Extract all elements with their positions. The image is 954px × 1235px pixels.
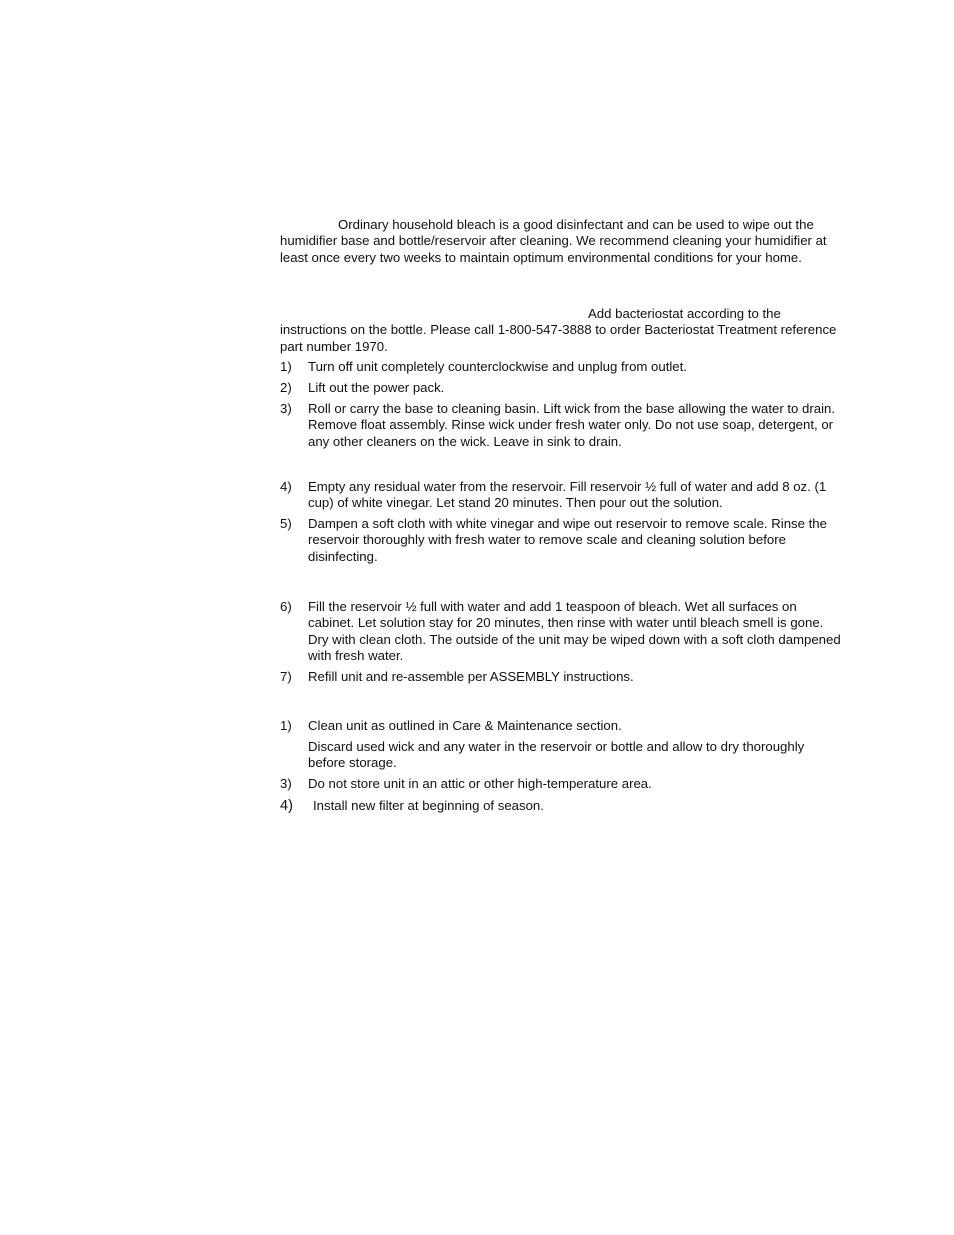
step-text: Roll or carry the base to cleaning basin. Lift wick from the base allowing the water to drain. Remove float assembly. Rinse wick under fresh water only. Do not use soap, detergent, or any other cleaners on the wick. Leave in sink to drain. xyxy=(308,401,836,449)
care-step-3 xyxy=(280,401,845,450)
step-number: 3) xyxy=(280,776,292,791)
step-number: 1) xyxy=(280,718,292,733)
step-text: Fill the reservoir ½ full with water and add 1 teaspoon of bleach. Wet all surfaces on cabinet. Let solution stay for 20 minutes, then rinse with water until bleach smell is gone. Dry with clean cloth. The outside of the unit may be wiped down with a soft cloth dampened with fresh water. xyxy=(308,599,841,664)
care-step-7 xyxy=(280,669,845,685)
step-number: 3) xyxy=(280,401,292,416)
step-number: 4) xyxy=(280,798,293,814)
care-step-1 xyxy=(280,359,845,375)
care-step-6 xyxy=(280,599,845,665)
bacteriostat-paragraph: Add bacteriostat according to the instructions on the bottle. Please call 1-800-547-3888 to order Bacteriostat Treatment reference part number 1970. xyxy=(280,306,837,354)
storage-step-1 xyxy=(280,718,845,734)
step-text: Dampen a soft cloth with white vinegar and wipe out reservoir to remove scale. Rinse the reservoir thoroughly with fresh water to remove scale and cleaning solution before disinfecting. xyxy=(308,516,827,564)
step-text: Do not store unit in an attic or other high-temperature area. xyxy=(308,776,652,791)
step-text: Turn off unit completely counterclockwise and unplug from outlet. xyxy=(308,359,687,374)
step-number: 7) xyxy=(280,669,292,684)
step-number: 5) xyxy=(280,516,292,531)
step-number: 1) xyxy=(280,359,292,374)
care-step-2 xyxy=(280,380,845,396)
step-text: Install new filter at beginning of season. xyxy=(313,798,544,813)
step-text: Discard used wick and any water in the reservoir or bottle and allow to dry thoroughly before storage. xyxy=(308,739,805,771)
step-text: Clean unit as outlined in Care & Maintenance section. xyxy=(308,718,622,733)
step-text: Empty any residual water from the reservoir. Fill reservoir ½ full of water and add 8 oz. (1 cup) of white vinegar. Let stand 20 minutes. Then pour out the solution. xyxy=(308,479,827,511)
storage-step-3 xyxy=(280,776,845,792)
step-text: Refill unit and re-assemble per ASSEMBLY instructions. xyxy=(308,669,634,684)
care-step-5 xyxy=(280,516,845,565)
care-step-4 xyxy=(280,479,845,512)
storage-step-4 xyxy=(280,798,845,814)
bleach-paragraph: Ordinary household bleach is a good disinfectant and can be used to wipe out the humidifier base and bottle/reservoir after cleaning. We recommend cleaning your humidifier at least once every two weeks to maintain optimum environmental conditions for your home. xyxy=(280,217,827,265)
step-number: 2) xyxy=(280,380,292,395)
step-number: 6) xyxy=(280,599,292,614)
step-text: Lift out the power pack. xyxy=(308,380,445,395)
step-number: 4) xyxy=(280,479,292,494)
storage-step-2 xyxy=(280,739,845,772)
